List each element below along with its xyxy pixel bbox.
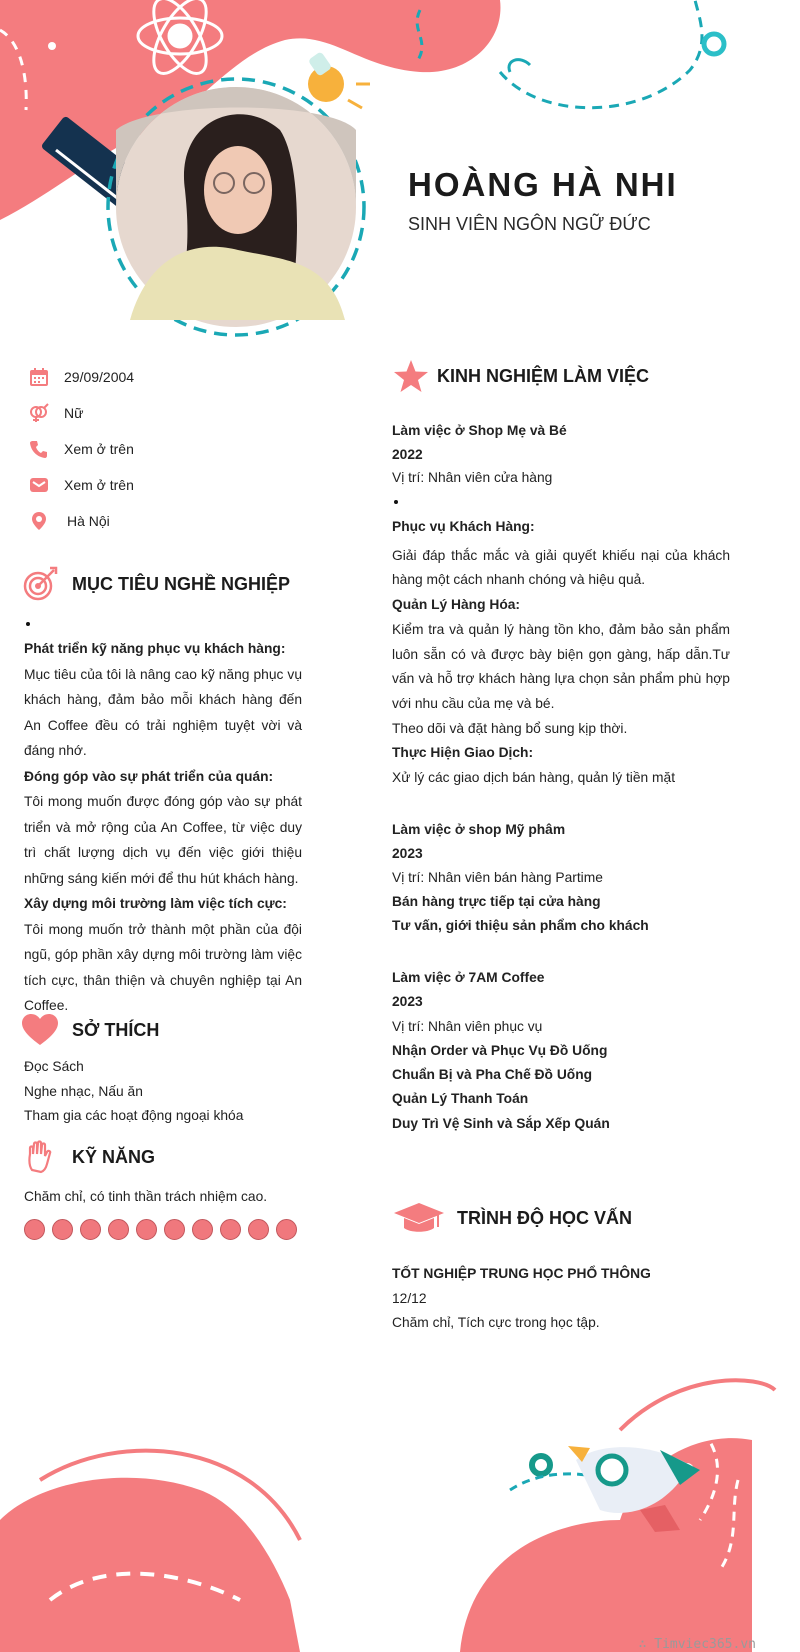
education-time: 12/12 <box>392 1290 427 1306</box>
rating-dot <box>52 1219 73 1240</box>
hobbies-title: SỞ THÍCH <box>72 1019 160 1040</box>
rating-dot <box>192 1219 213 1240</box>
objective-item-title: Xây dựng môi trường làm việc tích cực: <box>24 896 287 911</box>
email-value: Xem ở trên <box>64 477 134 493</box>
job-position: Vị trí: Nhân viên cửa hàng <box>392 470 553 485</box>
duty-text: Theo dõi và đặt hàng bổ sung kịp thời. <box>392 720 628 736</box>
duty-text: Xử lý các giao dịch bán hàng, quản lý tiền mặt <box>392 770 676 786</box>
bullet-dot <box>26 622 30 626</box>
job-position: Vị trí: Nhân viên bán hàng Partime <box>392 870 603 885</box>
hobbies-header <box>20 1010 159 1050</box>
rating-dot <box>108 1219 129 1240</box>
job-duty: Bán hàng trực tiếp tại cửa hàng <box>392 894 601 909</box>
graduation-cap-icon <box>391 1198 447 1238</box>
rating-dot <box>248 1219 269 1240</box>
candidate-name: HOÀNG HÀ NHI <box>408 166 678 203</box>
duty-title: Thực Hiện Giao Dịch: <box>392 745 534 761</box>
job-entry <box>392 419 730 514</box>
hobby-item: Tham gia các hoạt động ngoại khóa <box>24 1108 244 1123</box>
location-pin-icon <box>28 510 50 532</box>
contact-birthday <box>28 365 134 389</box>
job-position: Vị trí: Nhân viên phục vụ <box>392 1018 543 1034</box>
rating-dot <box>220 1219 241 1240</box>
target-icon <box>20 564 60 604</box>
job-company: Làm việc ở 7AM Coffee <box>392 970 545 985</box>
hobby-item: Nghe nhạc, Nấu ăn <box>24 1083 143 1099</box>
watermark: ∴ Timviec365.vn <box>638 1637 756 1652</box>
skills-header <box>20 1137 155 1177</box>
gender-icon <box>28 402 50 424</box>
job-duties <box>392 515 730 791</box>
objective-item-title: Phát triển kỹ năng phục vụ khách hàng: <box>24 641 286 656</box>
skills-title: KỸ NĂNG <box>72 1146 156 1167</box>
education-title: TRÌNH ĐỘ HỌC VẤN <box>457 1207 632 1228</box>
lightbulb-icon <box>308 51 370 108</box>
education-school: TỐT NGHIỆP TRUNG HỌC PHỔ THÔNG <box>392 1266 651 1281</box>
phone-icon <box>28 438 50 460</box>
rating-dot <box>164 1219 185 1240</box>
job-duty: Duy Trì Vệ Sinh và Sắp Xếp Quán <box>392 1115 610 1131</box>
objective-item-text: Tôi mong muốn được đóng góp vào sự phát triển và mở rộng của An Coffee, từ việc duy trì chất lượng dịch vụ đến việc giới thiệu những sáng kiến mới để thu hút khách hàng. <box>24 794 302 886</box>
calendar-icon <box>28 366 50 388</box>
job-company: Làm việc ở shop Mỹ phâm <box>392 822 566 837</box>
mail-icon <box>28 474 50 496</box>
experience-title: KINH NGHIỆM LÀM VIỆC <box>437 365 650 386</box>
job-company: Làm việc ở Shop Mẹ và Bé <box>392 423 567 438</box>
hobbies-list <box>24 1055 314 1129</box>
objective-item-text: Tôi mong muốn trở thành một phần của đội ngũ, góp phần xây dựng môi trường làm việc tích cực, thân thiện và chuyên nghiệp tại An Coffee. <box>24 921 302 1013</box>
duty-text: Kiểm tra và quản lý hàng tồn kho, đảm bảo sản phẩm luôn sẵn có và được bày biện gọn gàng, hấp dẫn.Tư vấn và hỗ trợ khách hàng lựa chọn sản phẩm phù hợp với nhu cầu của mẹ và bé. <box>392 621 730 711</box>
objective-title: MỤC TIÊU NGHỀ NGHIỆP <box>72 573 291 594</box>
objective-item-text: Mục tiêu của tôi là nâng cao kỹ năng phục vụ khách hàng, đảm bảo mỗi khách hàng đến An Coffee đều có trải nghiệm tuyệt vời và đáng nhớ. <box>24 666 302 758</box>
duty-text: Giải đáp thắc mắc và giải quyết khiếu nại của khách hàng một cách nhanh chóng và hiệu quả. <box>392 547 730 588</box>
objective-content <box>24 612 302 1019</box>
rating-dot <box>136 1219 157 1240</box>
objective-item-title: Đóng góp vào sự phát triển của quán: <box>24 768 274 784</box>
avatar <box>116 87 356 327</box>
rating-dot <box>24 1219 45 1240</box>
skills-text: Chăm chỉ, có tinh thần trách nhiệm cao. <box>24 1189 268 1204</box>
birthday-value: 29/09/2004 <box>64 369 135 385</box>
education-header <box>391 1198 632 1238</box>
decor-bottom-background <box>0 1370 800 1652</box>
candidate-title: SINH VIÊN NGÔN NGỮ ĐỨC <box>408 214 651 234</box>
gender-value: Nữ <box>64 405 84 421</box>
job-year: 2023 <box>392 994 423 1010</box>
phone-value: Xem ở trên <box>64 441 134 457</box>
star-icon <box>391 356 431 396</box>
objective-header <box>20 564 290 604</box>
job-duty: Chuẩn Bị và Pha Chế Đồ Uống <box>392 1067 593 1083</box>
job-duty: Quản Lý Thanh Toán <box>392 1091 529 1107</box>
hobby-item: Đọc Sách <box>24 1059 84 1074</box>
contact-gender <box>28 401 83 425</box>
job-entry <box>392 966 730 1136</box>
skill-rating <box>24 1219 297 1240</box>
contact-email <box>28 473 134 497</box>
duty-title: Phục vụ Khách Hàng: <box>392 519 535 534</box>
hand-icon <box>20 1137 60 1177</box>
heart-icon <box>20 1010 60 1050</box>
decor-top-background <box>0 0 800 340</box>
contact-phone <box>28 437 134 461</box>
job-duty: Nhận Order và Phục Vụ Đồ Uống <box>392 1042 608 1058</box>
education-note: Chăm chỉ, Tích cực trong học tập. <box>392 1315 600 1330</box>
job-duty: Tư vấn, giới thiệu sản phẩm cho khách <box>392 918 649 933</box>
job-entry <box>392 818 730 938</box>
education-entry <box>392 1262 730 1336</box>
duty-title: Quản Lý Hàng Hóa: <box>392 597 521 613</box>
rating-dot <box>80 1219 101 1240</box>
contact-address <box>28 509 110 533</box>
job-year: 2022 <box>392 446 423 462</box>
address-value: Hà Nội <box>67 513 110 529</box>
experience-header <box>391 356 649 396</box>
rating-dot <box>276 1219 297 1240</box>
job-year: 2023 <box>392 846 423 861</box>
bullet-dot <box>394 500 398 504</box>
